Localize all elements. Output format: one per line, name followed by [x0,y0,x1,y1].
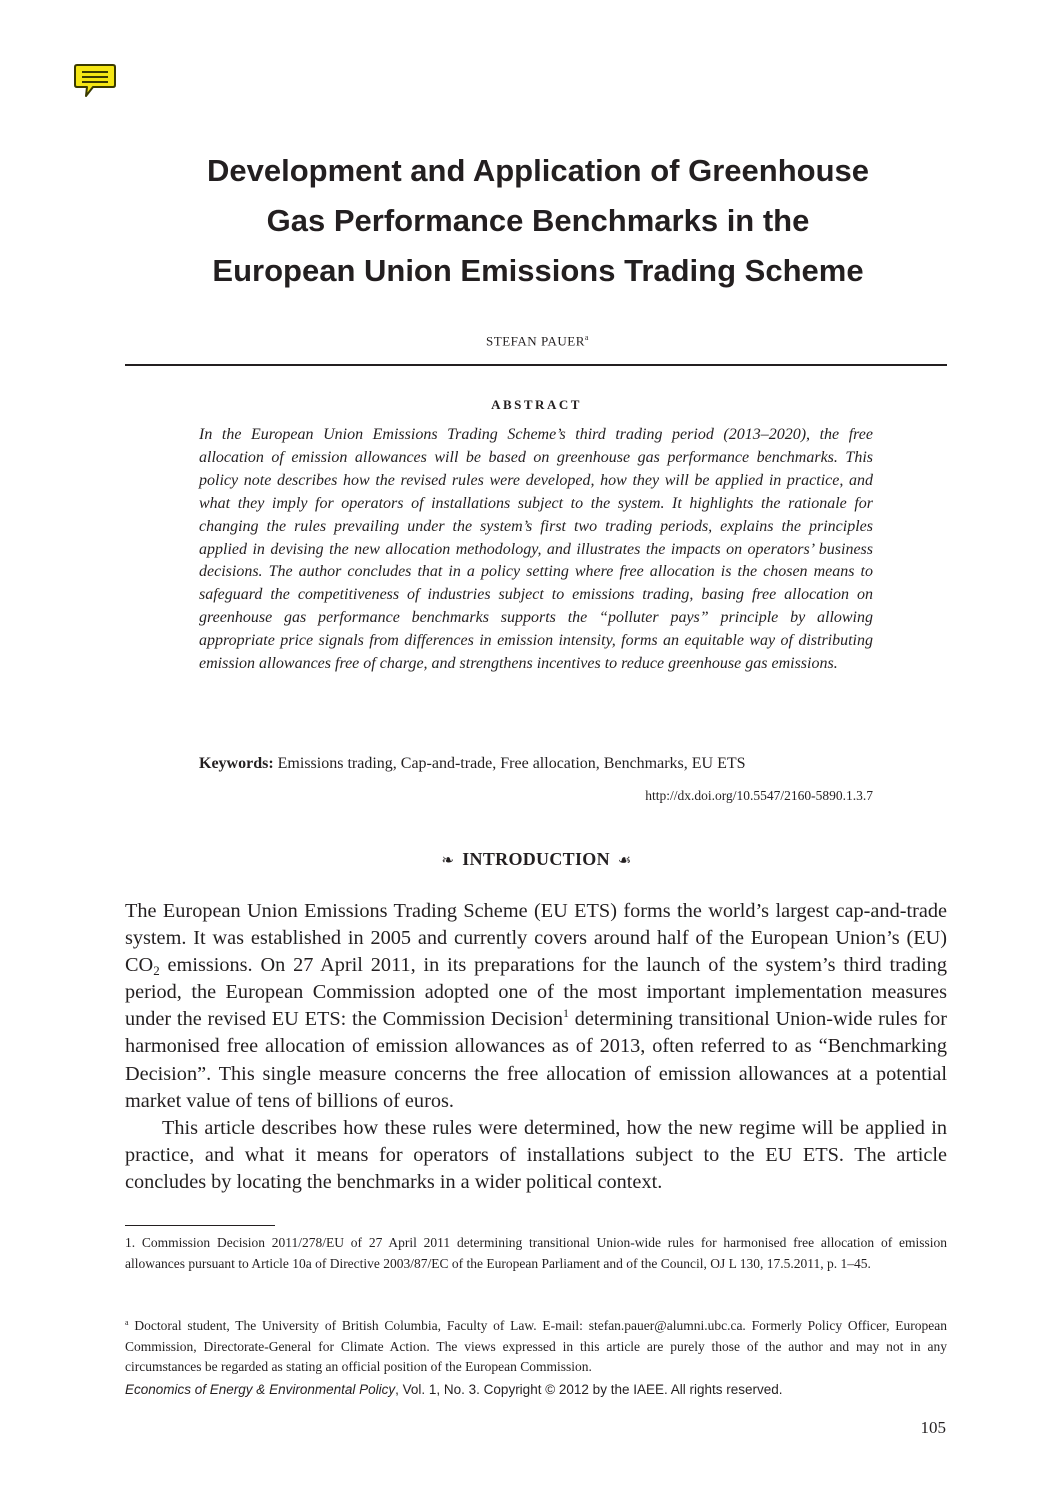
footnote-text: Doctoral student, The University of British Columbia, Faculty of Law. E-mail: stefan.pauer@alumni.ubc.ca. Formerly Policy Officer, European Commission, Directorate-General for Climate Action. The views expressed in this article are purely those of the author and may not in any circumstances be regarded as stating an official position of the European Commission. [125,1318,947,1375]
paragraph-text: emissions. On 27 April 2011, in its preparations for the launch of the system’s third trading period, the European Commission adopted one of the most important implementation measures under the revised EU ETS: the Commission Decision [125,954,947,1031]
ornament-left-icon: ❧ [441,853,455,869]
title-line: Development and Application of Greenhouse [207,153,869,188]
title-line: Gas Performance Benchmarks in the [266,203,810,238]
footnote-divider [125,1225,275,1226]
paragraph: This article describes how these rules were determined, how the new regime will be applied in practice, and what it means for operators of installations subject to the EU ETS. The article concludes by locating the benchmarks in a wider political context. [125,1116,947,1193]
section-heading [0,849,1051,870]
title-line: European Union Emissions Trading Scheme [212,253,864,288]
page-number: 105 [920,1418,946,1437]
keywords-label: Keywords: [199,755,274,772]
introduction-body [125,898,947,1196]
author-name: STEFAN PAUER [486,333,585,349]
paragraph-text: determining transitional Union-wide rules for harmonised free allocation of emission allowances as of 2013, often referred to as “Benchmarking Decision”. This single measure concerns the free allocation of emission allowances at a potential market value of tens of billions of euros. [125,1008,947,1112]
abstract-heading: ABSTRACT [491,397,582,412]
journal-name: Economics of Energy & Environmental Policy [125,1382,396,1397]
article-title [100,146,976,296]
ornament-right-icon: ☙ [617,853,632,869]
doi-link[interactable]: http://dx.doi.org/10.5547/2160-5890.1.3.7 [645,788,873,803]
header-divider [125,364,947,366]
footnote-author [125,1316,947,1378]
footnote-reference[interactable]: 1 [563,1006,569,1021]
paragraph-text: The European Union Emissions Trading Scheme (EU ETS) forms the world’s largest cap-and-trade system. It was established in 2005 and currently covers around half of the European Union’s (EU) CO [125,900,947,977]
journal-citation [125,1382,783,1397]
footnote-1: 1. Commission Decision 2011/278/EU of 27 April 2011 determining transitional Union-wide rules for harmonised free allocation of emission allowances pursuant to Article 10a of Directive 2003/87/EC of the European Parliament and of the Council, OJ L 130, 17.5.2011, p. 1–45. [125,1235,947,1271]
keywords-values: Emissions trading, Cap-and-trade, Free allocation, Benchmarks, EU ETS [277,755,746,772]
footnote-marker: a [125,1318,129,1327]
comment-note-icon[interactable] [73,62,117,100]
journal-details: , Vol. 1, No. 3. Copyright © 2012 by the IAEE. All rights reserved. [395,1382,783,1397]
author-affiliation-marker: a [584,333,589,342]
abstract-text: In the European Union Emissions Trading Scheme’s third trading period (2013–2020), the free allocation of emission allowances will be based on greenhouse gas performance benchmarks. This policy note describes how the revised rules were developed, how they will be applied in practice, and what they imply for operators of installations subject to the system. It highlights the rationale for changing the rules prevailing under the system’s first two trading periods, explains the principles applied in devising the new allocation methodology, and illustrates the impacts on operators’ business decisions. The author concludes that in a policy setting where free allocation is the chosen means to safeguard the competitiveness of industries subject to emissions trading, basing free allocation on greenhouse gas performance benchmarks supports the “polluter pays” principle by allowing appropriate price signals from differences in emission intensity, forms an equitable way of distributing emission allowances free of charge, and strengthens incentives to reduce greenhouse gas emissions. [199,426,873,673]
author-line [0,333,1051,349]
paragraph [125,898,947,1115]
section-title: INTRODUCTION [462,849,610,869]
subscript: 2 [153,963,160,979]
keywords-line [199,755,889,773]
